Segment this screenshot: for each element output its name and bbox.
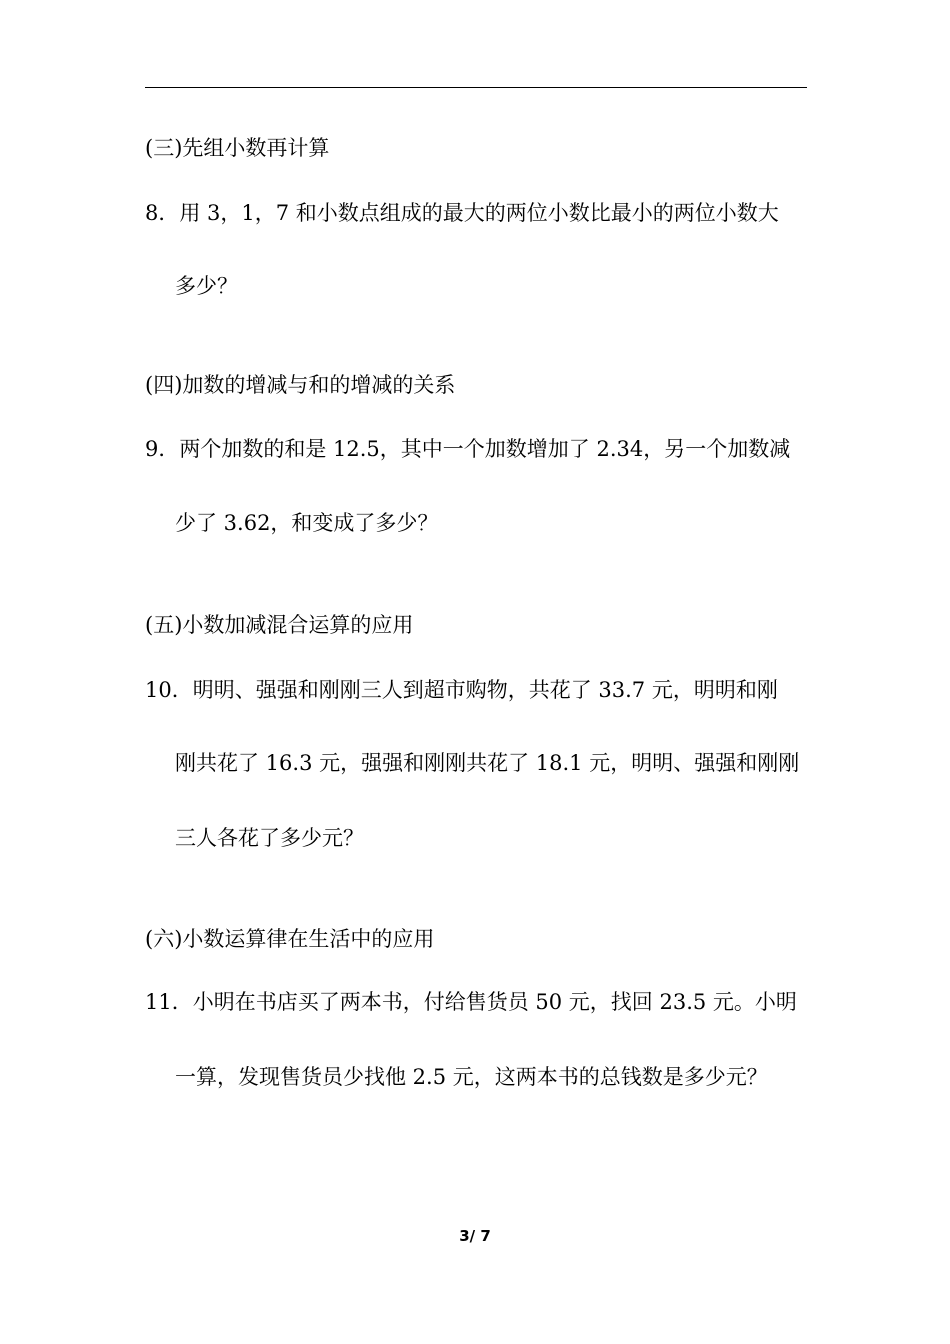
question-10-line-1: 10．明明、强强和刚刚三人到超市购物，共花了 33.7 元，明明和刚 (145, 678, 778, 702)
section-heading-3: (三)先组小数再计算 (145, 136, 330, 160)
question-8-line-1: 8．用 3，1，7 和小数点组成的最大的两位小数比最小的两位小数大 (145, 201, 779, 225)
page-number: 3/ 7 (459, 1227, 491, 1245)
section-heading-5: (五)小数加减混合运算的应用 (145, 613, 414, 637)
question-11-line-2: 一算，发现售货员少找他 2.5 元，这两本书的总钱数是多少元？ (175, 1065, 768, 1089)
question-9-line-1: 9．两个加数的和是 12.5，其中一个加数增加了 2.34，另一个加数减 (145, 437, 791, 461)
section-heading-4: (四)加数的增减与和的增减的关系 (145, 373, 456, 397)
question-11-line-1: 11．小明在书店买了两本书，付给售货员 50 元，找回 23.5 元。小明 (145, 990, 797, 1014)
question-10-line-3: 三人各花了多少元？ (175, 826, 364, 850)
question-10-line-2: 刚共花了 16.3 元，强强和刚刚共花了 18.1 元，明明、强强和刚刚 (175, 751, 800, 775)
section-heading-6: (六)小数运算律在生活中的应用 (145, 927, 435, 951)
question-9-line-2: 少了 3.62，和变成了多少？ (175, 511, 439, 535)
question-8-line-2: 多少？ (175, 274, 238, 298)
header-rule (145, 87, 807, 88)
